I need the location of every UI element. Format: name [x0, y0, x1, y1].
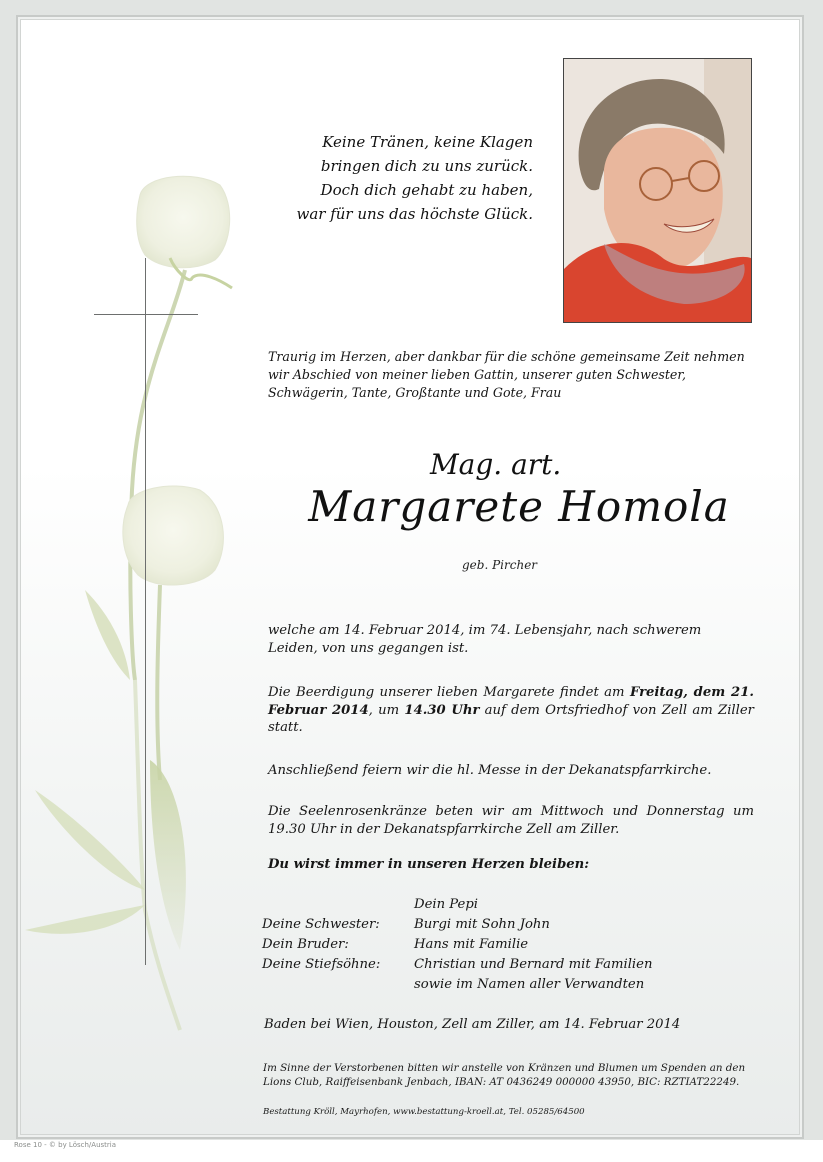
mourner-names: sowie im Namen aller Verwandten — [414, 977, 645, 992]
mourner-names: Burgi mit Sohn John — [414, 917, 550, 932]
mourner-row — [262, 975, 652, 995]
academic-title: Mag. art. — [430, 448, 562, 481]
mourner-row — [262, 895, 652, 915]
mourner-relation — [262, 975, 414, 995]
portrait-photo — [563, 58, 752, 323]
mourner-names: Christian und Bernard mit Familien — [414, 957, 653, 972]
mourner-names: Hans mit Familie — [414, 937, 529, 952]
verse-line: Keine Tränen, keine Klagen — [322, 133, 533, 151]
funeral-text: auf dem Ortsfriedhof von Zell am Ziller statt. — [268, 702, 754, 735]
mourner-relation: Dein Bruder: — [262, 937, 349, 952]
death-notice: welche am 14. Februar 2014, im 74. Lebensjahr, nach schwerem Leiden, von uns gegangen ist. — [268, 623, 702, 656]
closing-line: Du wirst immer in unseren Herzen bleiben: — [268, 857, 590, 872]
rosary-notice: Die Seelenrosenkränze beten wir am Mittwoch und Donnerstag um 19.30 Uhr in der Dekanatspfarrkirche Zell am Ziller. — [268, 804, 754, 837]
mass-notice: Anschließend feiern wir die hl. Messe in der Dekanatspfarrkirche. — [268, 763, 712, 778]
mourners-list — [262, 895, 652, 995]
mourner-relation — [262, 895, 414, 915]
mourner-relation: Deine Schwester: — [262, 917, 380, 932]
cross-vertical — [145, 258, 146, 965]
portrait-image — [564, 59, 752, 323]
funeral-time: 14.30 Uhr — [404, 702, 480, 718]
verse-line: Doch dich gehabt zu haben, — [320, 181, 533, 199]
funeral-home-info: Bestattung Kröll, Mayrhofen, www.bestattung-kroell.at, Tel. 05285/64500 — [263, 1107, 585, 1117]
mourner-row — [262, 955, 652, 975]
mourner-row — [262, 935, 652, 955]
place-and-date: Baden bei Wien, Houston, Zell am Ziller, am 14. Februar 2014 — [264, 1017, 681, 1032]
deceased-name: Margarete Homola — [308, 482, 730, 531]
funeral-date: Freitag, dem 21. Februar 2014 — [268, 685, 754, 718]
white-roses-illustration — [20, 160, 260, 1040]
funeral-text: , um — [368, 702, 405, 718]
verse-line: war für uns das höchste Glück. — [296, 205, 533, 223]
verse-line: bringen dich zu uns zurück. — [320, 157, 533, 175]
design-credit: Rose 10 - © by Lösch/Austria — [14, 1141, 117, 1149]
intro-text: Traurig im Herzen, aber dankbar für die schöne gemeinsame Zeit nehmen wir Abschied von meiner lieben Gattin, unserer guten Schwester, Schwägerin, Tante, Großtante und Gote, Frau — [268, 349, 745, 400]
cross-horizontal — [94, 314, 198, 315]
donation-request: Im Sinne der Verstorbenen bitten wir anstelle von Kränzen und Blumen um Spenden an den Lions Club, Raiffeisenbank Jenbach, IBAN: AT 0436249 000000 43950, BIC: RZTIAT22249. — [263, 1062, 746, 1088]
mourner-row — [262, 915, 652, 935]
memorial-verse — [297, 130, 534, 226]
mourner-names: Dein Pepi — [414, 897, 479, 912]
maiden-name: geb. Pircher — [462, 558, 538, 572]
funeral-notice — [268, 684, 754, 737]
mourner-relation: Deine Stiefsöhne: — [262, 957, 381, 972]
funeral-text: Die Beerdigung unserer lieben Margarete findet am — [268, 685, 630, 700]
